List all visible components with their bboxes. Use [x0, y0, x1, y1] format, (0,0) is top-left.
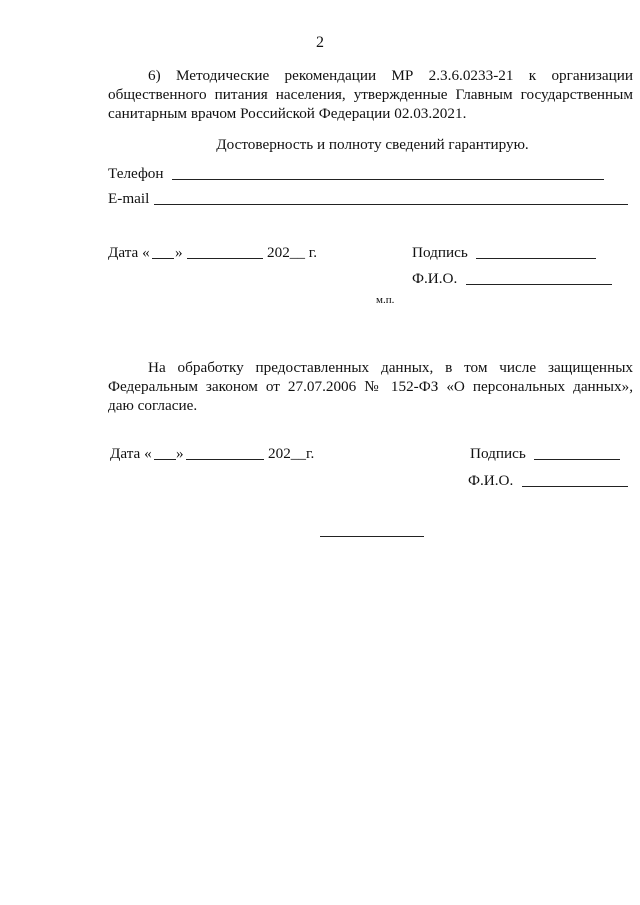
date-day-line-2[interactable] — [154, 459, 176, 460]
date-label-2: Дата « — [110, 445, 152, 462]
phone-input-line[interactable] — [172, 179, 604, 180]
fio-label-1: Ф.И.О. — [412, 270, 458, 287]
email-label: E-mail — [108, 190, 150, 207]
item-6-line-3: санитарным врачом Российской Федерации 02.03.2021. — [108, 105, 467, 122]
fio-line-1[interactable] — [466, 284, 612, 285]
fio-label-2: Ф.И.О. — [468, 472, 514, 489]
page-number: 2 — [316, 34, 324, 51]
signature-line-1[interactable] — [476, 258, 596, 259]
date-month-line-1[interactable] — [187, 258, 263, 259]
date-year-2: 202__г. — [268, 445, 315, 462]
date-year-1: 202__ г. — [267, 244, 318, 261]
email-input-line[interactable] — [154, 204, 628, 205]
consent-paragraph — [108, 358, 633, 415]
email-field — [108, 190, 628, 210]
closing-separator-line — [320, 536, 424, 537]
date-close-quote-2: » — [176, 445, 184, 462]
consent-line-3: даю согласие. — [108, 397, 198, 414]
date-close-quote-1: » — [175, 244, 183, 261]
consent-line-1: На обработку предоставленных данных, в том числе защищенных — [148, 359, 633, 376]
item-6-line-1: 6) Методические рекомендации МР 2.3.6.0233-21 к организации — [148, 67, 633, 84]
phone-label: Телефон — [108, 165, 164, 182]
stamp-label: м.п. — [376, 294, 395, 306]
date-label-1: Дата « — [108, 244, 150, 261]
consent-line-2: Федеральным законом от 27.07.2006 № 152-ФЗ «О персональных данных», — [108, 378, 633, 395]
signature-label-2: Подпись — [470, 445, 526, 462]
phone-field — [108, 165, 608, 185]
signature-label-1: Подпись — [412, 244, 468, 261]
fio-line-2[interactable] — [522, 486, 628, 487]
signature-line-2[interactable] — [534, 459, 620, 460]
date-month-line-2[interactable] — [186, 459, 264, 460]
item-6-line-2: общественного питания населения, утвержденные Главным государственным — [108, 86, 633, 103]
guarantee-statement: Достоверность и полноту сведений гарантирую. — [216, 136, 529, 153]
item-6-paragraph — [108, 66, 633, 123]
date-day-line-1[interactable] — [152, 258, 174, 259]
